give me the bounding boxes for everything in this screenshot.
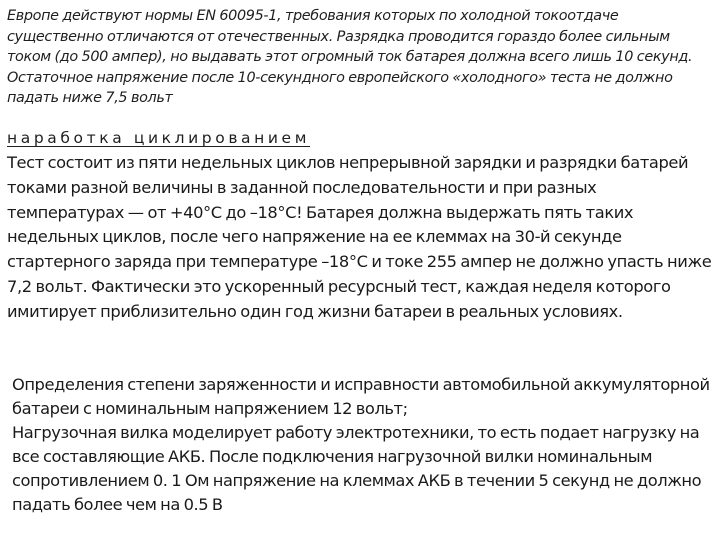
section-body-paragraph: Тест состоит из пяти недельных циклов непрерывной зарядки и разрядки батарей токами разной величины в заданной последовательности и при разных температурах — от +40°С до –18°С! Батарея должна выдержать пять таких недельных циклов, после чего напряжение на ее клеммах на 30-й секунде стартерного заряда при температуре –18°С и токе 255 ампер не должно упасть ниже 7,2 вольт. Фактически это ускоренный ресурсный тест, каждая неделя которого имитирует приблизительно один год жизни батареи в реальных условиях. [7,153,712,321]
definition-line-2: Нагрузочная вилка моделирует работу электротехники, то есть подает нагрузку на все составляющие АКБ. После подключения нагрузочной вилки номинальным сопротивлением 0. 1 Ом напряжение на клеммах АКБ в течении 5 секунд не должно падать более чем на 0.5 В [12,422,702,514]
definitions-block [12,373,712,516]
definition-line-1: Определения степени заряженности и исправности автомобильной аккумуляторной батареи с номинальным напряжением 12 вольт; [12,375,710,418]
section-heading: наработка циклированием [7,129,310,147]
intro-paragraph: Европе действуют нормы EN 60095-1, требования которых по холодной токоотдаче существенно отличаются от отечественных. Разрядка проводится гораздо более сильным током (до 500 ампер), но выдавать этот огромный ток батарея должна всего лишь 10 секунд. Остаточное напряжение после 10-секундного европейского «холодного» теста не должно падать ниже 7,5 вольт [7,8,693,107]
